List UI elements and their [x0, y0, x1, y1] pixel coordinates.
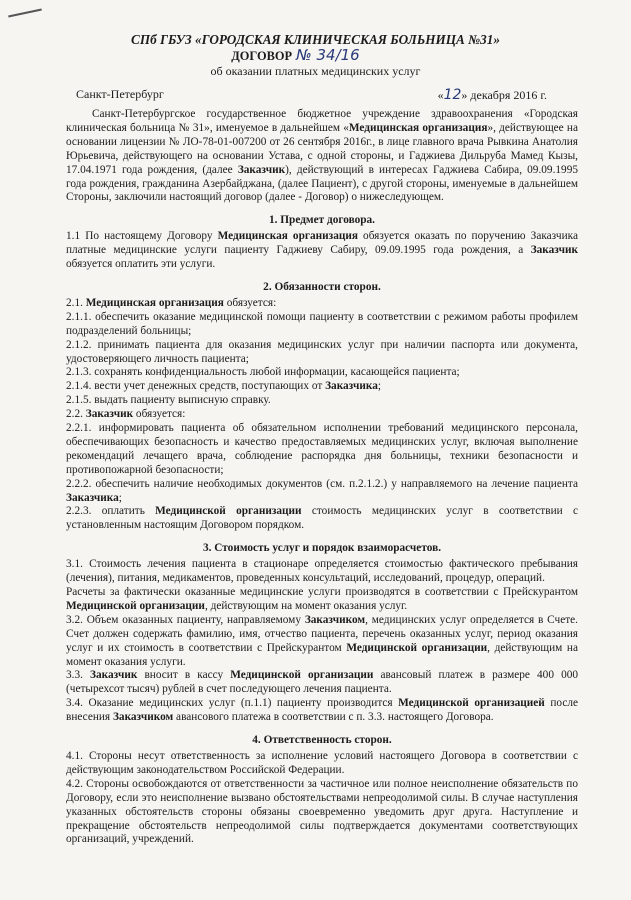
place-date-line: [76, 87, 547, 103]
section-4-title: 4. Ответственность сторон.: [252, 734, 392, 747]
clause-2-1-2: 2.1.2. принимать пациента для оказания медицинских услуг при наличии паспорта или документа, удостоверяющего личность пациента;: [66, 338, 578, 365]
clause-1-1: 1.1 По настоящему Договору Медицинская организация обязуется оказать по поручению Заказчика платные медицинские услуги пациенту Гаджиеву Сабиру, 09.09.1995 года рождения, а Заказчик обязуется оплатить эти услуги.: [66, 230, 578, 271]
clause-3-3: 3.3. Заказчик вносит в кассу Медицинской организации авансовый платеж в размере 400 000 (четырехсот тысяч) рублей в счет последующего лечения пациента.: [66, 669, 579, 696]
clause-3-2: 3.2. Объем оказанных пациенту, направляемому Заказчиком, медицинских услуг определяется в Счете. Счет должен содержать фамилию, имя, отчество пациента, перечень оказанных услуг, период оказания услуг и их стоимость в соответствии с Прейскурантом Медицинской организации, действующим на момент оказания услуги.: [66, 613, 578, 668]
handwritten-day: 12: [443, 87, 462, 103]
clause-2-2-3: 2.2.3. оплатить Медицинской организации стоимость медицинских услуг в соответствии с установленным настоящим Договором порядком.: [66, 505, 578, 532]
handwritten-contract-number: № 34/16: [296, 46, 360, 64]
clause-4-1: 4.1. Стороны несут ответственность за исполнение условий настоящего Договора в соответствии с действующим законодательством Российской Федерации.: [66, 749, 578, 776]
clause-2-2-1: 2.2.1. информировать пациента об обязательном исполнении требований медицинского персонала, обеспечивающих безопасность и качество предоставляемых медицинских услуг, включая выполнение рекомендаций лечащего врача, соблюдение распорядка дня больницы, техники безопасности и противопожарной безопасности;: [66, 422, 578, 476]
clause-2-1-1: 2.1.1. обеспечить оказание медицинской помощи пациенту в соответствии с режимом работы профилем подразделений больницы;: [66, 310, 578, 337]
contract-body: [66, 108, 578, 847]
section-1-title: 1. Предмет договора.: [268, 214, 376, 227]
clause-3-1-payments: Расчеты за фактически оказанные медицинские услуги производятся в соответствии с Прейскурантом Медицинской организации, действующим на момент оказания услуг.: [66, 586, 578, 612]
organization-name: СПб ГБУЗ «ГОРОДСКАЯ КЛИНИЧЕСКАЯ БОЛЬНИЦА №31»: [131, 32, 500, 47]
contract-date: «12» декабря 2016 г.: [437, 87, 547, 103]
clause-2-1-3: 2.1.3. сохранять конфиденциальность любой информации, касающейся пациента;: [66, 366, 460, 379]
clause-4-2: 4.2. Стороны освобождаются от ответственности за частичное или полное неисполнение обязательств по Договору, если это неисполнение вызвано обстоятельствами непреодолимой силы. В случае наступления указанных обстоятельств стороны обязаны своевременно уведомить друг друга. Наступление и прекращение обстоятельств непреодолимой силы подтверждается документами соответствующих организаций, учреждений.: [66, 777, 578, 846]
document-header: [0, 32, 631, 78]
clause-2-1-4: 2.1.4. вести учет денежных средств, поступающих от Заказчика;: [66, 380, 381, 393]
clause-2-2-2: 2.2.2. обеспечить наличие необходимых документов (см. п.2.1.2.) у направляемого на лечение пациента Заказчика;: [66, 477, 578, 504]
pen-mark: [8, 8, 42, 17]
document-title: ДОГОВОР № 34/16: [231, 46, 360, 64]
clause-3-4: 3.4. Оказание медицинских услуг (п.1.1) пациенту производится Медицинской организацией после внесения Заказчиком авансового платежа в соответствии с п. 3.3. настоящего Договора.: [66, 697, 578, 724]
clause-2-2: 2.2. Заказчик обязуется:: [66, 408, 186, 421]
city: Санкт-Петербург: [76, 87, 164, 101]
clause-2-1: 2.1. Медицинская организация обязуется:: [66, 296, 277, 309]
document-subtitle: об оказании платных медицинских услуг: [210, 64, 421, 78]
section-3-title: 3. Стоимость услуг и порядок взаиморасчетов.: [202, 542, 442, 555]
intro-paragraph: Санкт-Петербургское государственное бюджетное учреждение здравоохранения «Городская клиническая больница № 31», именуемое в дальнейшем «Медицинская организация», действующее на основании лицензии № ЛО-78-01-007200 от 26 сентября 2016г., в лице главного врача Рывкина Анатолия Юрьевича, действующего на основании Устава, с одной стороны, и Гаджиева Дильруба Мамед Кызы, 17.04.1971 года рождения, (далее Заказчик), действующий в интересах Гаджиева Сабира, 09.09.1995 года рождения, гражданина Азербайджана, (далее Пациент), с другой стороны, именуемые в дальнейшем Стороны, заключили настоящий договор (далее - Договор) о нижеследующем.: [66, 108, 578, 204]
clause-3-1: 3.1. Стоимость лечения пациента в стационаре определяется стоимостью фактического пребывания (лечения), питания, медикаментов, проведенных консультаций, исследований, процедур, операций.: [66, 558, 578, 585]
clause-2-1-5: 2.1.5. выдать пациенту выписную справку.: [66, 394, 271, 407]
section-2-title: 2. Обязанности сторон.: [263, 280, 381, 293]
